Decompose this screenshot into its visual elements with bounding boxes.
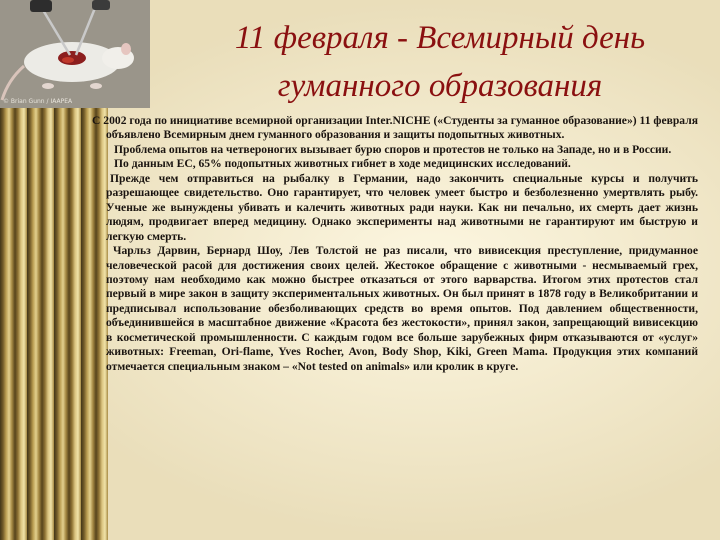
slide-title [175, 14, 705, 110]
title-line-1: 11 февраля - Всемирный день [234, 20, 646, 56]
photo-credit: © Brian Gunn / IAAPEA [3, 98, 73, 105]
lab-mouse-photo [0, 0, 150, 108]
paragraph-intro-text: 2002 года по инициативе всемирной организации Inter.NICHE («Студенты за гуманное образование») 11 февраля объявлено Всемирным днем гуманного образования и защиты подопытных животных. [100, 114, 698, 142]
paragraph-eu-statistics: По данным ЕС, 65% подопытных животных гибнет в ходе медицинских исследований. [114, 157, 571, 171]
paragraph-vivisection-history: Чарльз Дарвин, Бернард Шоу, Лев Толстой не раз писали, что вивисекция преступление, придуманное человеческой расой для достижения своих целей. Жестокое обращение с животными - несмываемый грех, поэтому нам необходимо как можно быстрее отказаться от этого варварства. Итогом этих протестов стал первый в мире закон в защиту экспериментальных животных. Он был принят в 1878 году в Великобритании и предписывал использование обезболивающих средств во время опытов. Под давлением общественности, объединившейся в масштабное движение «Красота без жестокости», принял закон, запрещающий вивисекцию в косметической промышленности. С каждым годом все больше зарубежных фирм отказываются от «услуг» животных: Freeman, Ori-flame, Yves Rocher, Avon, Body Shop, Kiki, Green Mama. Продукция этих компаний отмечается специальным знаком – «Not tested on animals» или кролик в круге. [106, 244, 698, 373]
paragraph-controversy: Проблема опытов на четвероногих вызывает бурю споров и протестов не только на Западе, но и в России. [114, 142, 672, 156]
paragraph-fishing-germany: Прежде чем отправиться на рыбалку в Германии, надо закончить специальные курсы и получить разрешающее свидетельство. Оно гарантирует, что человек умеет быстро и безболезненно умертвлять рыбу. Ученые же вынуждены убивать и калечить животных ради науки. Как ни печально, их смерть дает жизнь людям, продвигает вперед медицину. Однако эксперименты над животными не гарантируют им быструю и легкую смерть. [106, 171, 698, 243]
paragraph-intro [92, 114, 698, 143]
paragraph-bullet: С [92, 114, 101, 127]
title-line-2: гуманного образования [277, 68, 603, 104]
lab-mouse-illustration [0, 0, 150, 108]
body-text [92, 114, 698, 374]
